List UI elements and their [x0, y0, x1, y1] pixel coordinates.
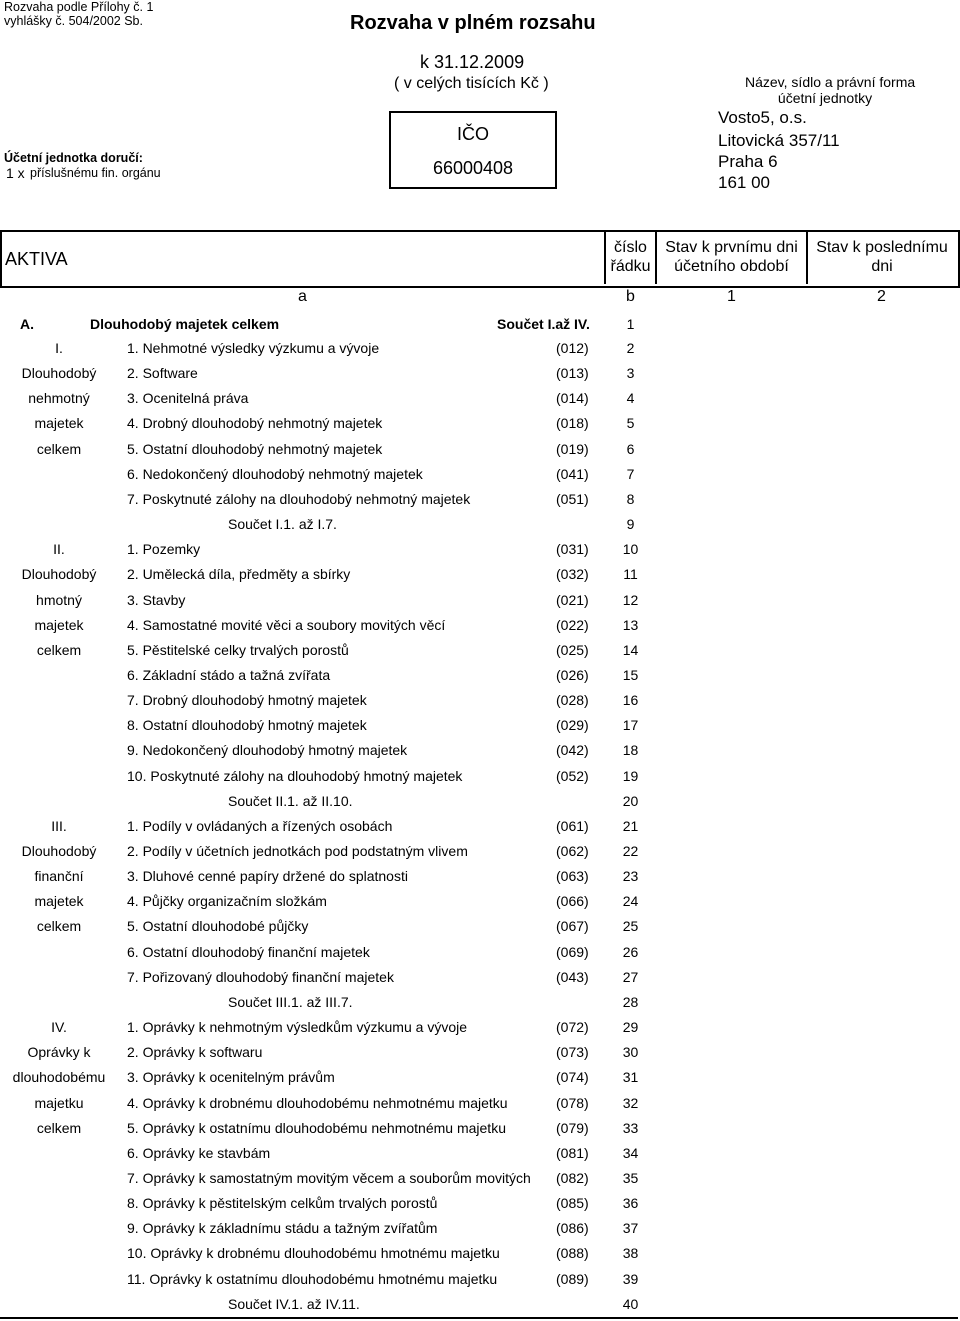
- row-code: (043): [556, 969, 589, 985]
- row-code: (052): [556, 768, 589, 784]
- balance-date: k 31.12.2009: [420, 52, 525, 72]
- row-label: 3. Oprávky k ocenitelným právům: [127, 1069, 335, 1085]
- row-group-label: nehmotný: [28, 390, 90, 406]
- ico-value: 66000408: [432, 158, 514, 178]
- row-label: 8. Oprávky k pěstitelským celkům trvalých porostů: [127, 1195, 438, 1211]
- row-group-label: IV.: [51, 1019, 67, 1035]
- row-code: (082): [556, 1170, 589, 1186]
- row-number: 39: [622, 1271, 639, 1287]
- row-code: (014): [556, 390, 589, 406]
- row-label: 6. Oprávky ke stavbám: [127, 1145, 271, 1161]
- row-number: 5: [626, 415, 635, 431]
- row-code: (019): [556, 441, 589, 457]
- column-b-label: b: [626, 288, 635, 305]
- section-a-row-number: 1: [626, 316, 635, 332]
- row-label: 2. Oprávky k softwaru: [127, 1044, 263, 1060]
- row-code: (086): [556, 1220, 589, 1236]
- row-number: 12: [622, 592, 639, 608]
- delivery-count: 1 x: [6, 165, 25, 181]
- row-group-label: finanční: [34, 868, 84, 884]
- row-label: 7. Pořizovaný dlouhodobý finanční majetek: [127, 969, 394, 985]
- row-label: 4. Drobný dlouhodobý nehmotný majetek: [127, 415, 383, 431]
- row-code: (029): [556, 717, 589, 733]
- bottom-border: [0, 1317, 958, 1319]
- section-a-label: Dlouhodobý majetek celkem: [90, 316, 280, 332]
- row-code: (067): [556, 918, 589, 934]
- row-number: 16: [622, 692, 639, 708]
- row-group-label: celkem: [36, 1120, 82, 1136]
- row-code: (072): [556, 1019, 589, 1035]
- document-title: Rozvaha v plném rozsahu: [350, 12, 596, 34]
- row-number: 37: [622, 1220, 639, 1236]
- stav-posledni-header-line-2: dni: [871, 258, 893, 275]
- row-number: 21: [622, 818, 639, 834]
- column-a-label: a: [298, 288, 307, 305]
- row-label: 6. Základní stádo a tažná zvířata: [127, 667, 331, 683]
- row-number: 19: [622, 768, 639, 784]
- row-number: 33: [622, 1120, 639, 1136]
- row-number: 17: [622, 717, 639, 733]
- row-number: 28: [622, 994, 639, 1010]
- row-label: 4. Půjčky organizačním složkám: [127, 893, 327, 909]
- row-code: (063): [556, 868, 589, 884]
- row-sum-label: Součet IV.1. až IV.11.: [228, 1296, 360, 1312]
- row-label: 9. Oprávky k základnímu stádu a tažným zvířatům: [127, 1220, 438, 1236]
- row-code: (062): [556, 843, 589, 859]
- row-label: 1. Oprávky k nehmotným výsledkům výzkumu a vývoje: [127, 1019, 468, 1035]
- row-code: (051): [556, 491, 589, 507]
- row-label: 7. Drobný dlouhodobý hmotný majetek: [127, 692, 367, 708]
- row-code: (066): [556, 893, 589, 909]
- delivery-label: Účetní jednotka doručí:: [4, 151, 143, 165]
- row-number: 38: [622, 1245, 639, 1261]
- row-code: (026): [556, 667, 589, 683]
- row-label: 2. Umělecká díla, předměty a sbírky: [127, 566, 351, 582]
- row-group-label: II.: [53, 541, 65, 557]
- entity-zip: 161 00: [718, 173, 770, 192]
- row-code: (061): [556, 818, 589, 834]
- row-number: 29: [622, 1019, 639, 1035]
- row-label: 11. Oprávky k ostatnímu dlouhodobému hmotnému majetku: [127, 1271, 498, 1287]
- row-label: 9. Nedokončený dlouhodobý hmotný majetek: [127, 742, 408, 758]
- entity-name: Vosto5, o.s.: [718, 108, 807, 127]
- row-label: 1. Pozemky: [127, 541, 201, 557]
- row-label: 3. Ocenitelná práva: [127, 390, 249, 406]
- row-label: 4. Oprávky k drobnému dlouhodobému nehmotnému majetku: [127, 1095, 508, 1111]
- row-group-label: I.: [55, 340, 63, 356]
- row-number: 35: [622, 1170, 639, 1186]
- row-code: (073): [556, 1044, 589, 1060]
- row-number: 26: [622, 944, 639, 960]
- section-a-sum: Součet I.až IV.: [497, 316, 590, 332]
- cislo-header-line-1: číslo: [614, 239, 647, 256]
- row-code: (081): [556, 1145, 589, 1161]
- ico-label: IČO: [456, 124, 489, 144]
- row-code: (022): [556, 617, 589, 633]
- row-number: 34: [622, 1145, 639, 1161]
- row-code: (088): [556, 1245, 589, 1261]
- row-number: 10: [622, 541, 639, 557]
- row-group-label: Dlouhodobý: [21, 843, 97, 859]
- row-label: 7. Poskytnuté zálohy na dlouhodobý nehmotný majetek: [127, 491, 471, 507]
- row-group-label: majetku: [34, 1095, 84, 1111]
- row-number: 9: [626, 516, 635, 532]
- row-group-label: celkem: [36, 918, 82, 934]
- row-group-label: Dlouhodobý: [21, 365, 97, 381]
- row-label: 4. Samostatné movité věci a soubory movitých věcí: [127, 617, 446, 633]
- row-group-label: majetek: [34, 617, 84, 633]
- row-code: (089): [556, 1271, 589, 1287]
- row-code: (079): [556, 1120, 589, 1136]
- row-label: 2. Podíly v účetních jednotkách pod podstatným vlivem: [127, 843, 468, 859]
- row-number: 3: [626, 365, 635, 381]
- row-number: 18: [622, 742, 639, 758]
- row-sum-label: Součet II.1. až II.10.: [228, 793, 353, 809]
- delivery-target: příslušnému fin. orgánu: [30, 166, 161, 180]
- cislo-header-line-2: řádku: [610, 258, 651, 275]
- row-group-label: Oprávky k: [27, 1044, 91, 1060]
- row-label: 6. Ostatní dlouhodobý finanční majetek: [127, 944, 370, 960]
- row-label: 8. Ostatní dlouhodobý hmotný majetek: [127, 717, 367, 733]
- row-label: 5. Ostatní dlouhodobé půjčky: [127, 918, 309, 934]
- row-number: 32: [622, 1095, 639, 1111]
- regulation-line-2: vyhlášky č. 504/2002 Sb.: [4, 14, 143, 28]
- row-number: 22: [622, 843, 639, 859]
- row-number: 36: [622, 1195, 639, 1211]
- row-group-label: Dlouhodobý: [21, 566, 97, 582]
- row-label: 2. Software: [127, 365, 198, 381]
- row-number: 25: [622, 918, 639, 934]
- row-number: 31: [622, 1069, 639, 1085]
- row-number: 11: [623, 566, 638, 582]
- row-number: 30: [622, 1044, 639, 1060]
- entity-label-line-1: Název, sídlo a právní forma: [745, 74, 916, 90]
- row-number: 27: [622, 969, 639, 985]
- stav-posledni-header-line-1: Stav k poslednímu: [816, 239, 948, 256]
- row-code: (042): [556, 742, 589, 758]
- entity-street: Litovická 357/11: [718, 131, 840, 150]
- row-code: (041): [556, 466, 589, 482]
- row-label: 6. Nedokončený dlouhodobý nehmotný majetek: [127, 466, 423, 482]
- row-group-label: celkem: [36, 441, 82, 457]
- row-label: 10. Poskytnuté zálohy na dlouhodobý hmotný majetek: [127, 768, 463, 784]
- entity-label-line-2: účetní jednotky: [777, 90, 873, 106]
- column-2-label: 2: [877, 288, 886, 305]
- row-number: 4: [626, 390, 635, 406]
- row-code: (021): [556, 592, 589, 608]
- row-code: (031): [556, 541, 589, 557]
- row-number: 6: [626, 441, 635, 457]
- row-code: (012): [556, 340, 589, 356]
- row-number: 20: [622, 793, 639, 809]
- row-number: 23: [622, 868, 639, 884]
- column-1-label: 1: [727, 288, 736, 305]
- row-group-label: celkem: [36, 642, 82, 658]
- stav-prvni-header-line-1: Stav k prvnímu dni: [665, 239, 798, 256]
- row-sum-label: Součet I.1. až I.7.: [228, 516, 337, 532]
- row-code: (069): [556, 944, 589, 960]
- regulation-line-1: Rozvaha podle Přílohy č. 1: [4, 0, 154, 14]
- row-code: (032): [556, 566, 589, 582]
- row-number: 7: [626, 466, 635, 482]
- row-number: 8: [626, 491, 635, 507]
- row-code: (028): [556, 692, 589, 708]
- row-label: 1. Podíly v ovládaných a řízených osobách: [127, 818, 393, 834]
- row-label: 3. Stavby: [127, 592, 186, 608]
- row-group-label: majetek: [34, 893, 84, 909]
- row-label: 5. Oprávky k ostatnímu dlouhodobému nehmotnému majetku: [127, 1120, 506, 1136]
- row-group-label: hmotný: [36, 592, 82, 608]
- row-label: 5. Ostatní dlouhodobý nehmotný majetek: [127, 441, 383, 457]
- units-note: ( v celých tisících Kč ): [394, 75, 549, 92]
- row-number: 24: [622, 893, 639, 909]
- entity-city: Praha 6: [718, 152, 778, 171]
- row-label: 7. Oprávky k samostatným movitým věcem a souborům movitých: [127, 1170, 531, 1186]
- stav-prvni-header-line-2: účetního období: [674, 258, 789, 275]
- row-code: (085): [556, 1195, 589, 1211]
- row-code: (013): [556, 365, 589, 381]
- row-group-label: dlouhodobému: [12, 1069, 106, 1085]
- row-number: 14: [622, 642, 639, 658]
- row-code: (078): [556, 1095, 589, 1111]
- aktiva-heading: AKTIVA: [5, 249, 68, 269]
- row-number: 13: [622, 617, 639, 633]
- row-code: (018): [556, 415, 589, 431]
- row-label: 3. Dluhové cenné papíry držené do splatnosti: [127, 868, 408, 884]
- row-group-label: III.: [51, 818, 67, 834]
- row-label: 1. Nehmotné výsledky výzkumu a vývoje: [127, 340, 380, 356]
- row-number: 2: [626, 340, 635, 356]
- row-label: 10. Oprávky k drobnému dlouhodobému hmotnému majetku: [127, 1245, 500, 1261]
- section-a-letter: A.: [20, 316, 34, 332]
- row-number: 40: [622, 1296, 639, 1312]
- row-sum-label: Součet III.1. až III.7.: [228, 994, 353, 1010]
- row-group-label: majetek: [34, 415, 84, 431]
- row-number: 15: [622, 667, 639, 683]
- row-code: (074): [556, 1069, 589, 1085]
- row-label: 5. Pěstitelské celky trvalých porostů: [127, 642, 349, 658]
- row-code: (025): [556, 642, 589, 658]
